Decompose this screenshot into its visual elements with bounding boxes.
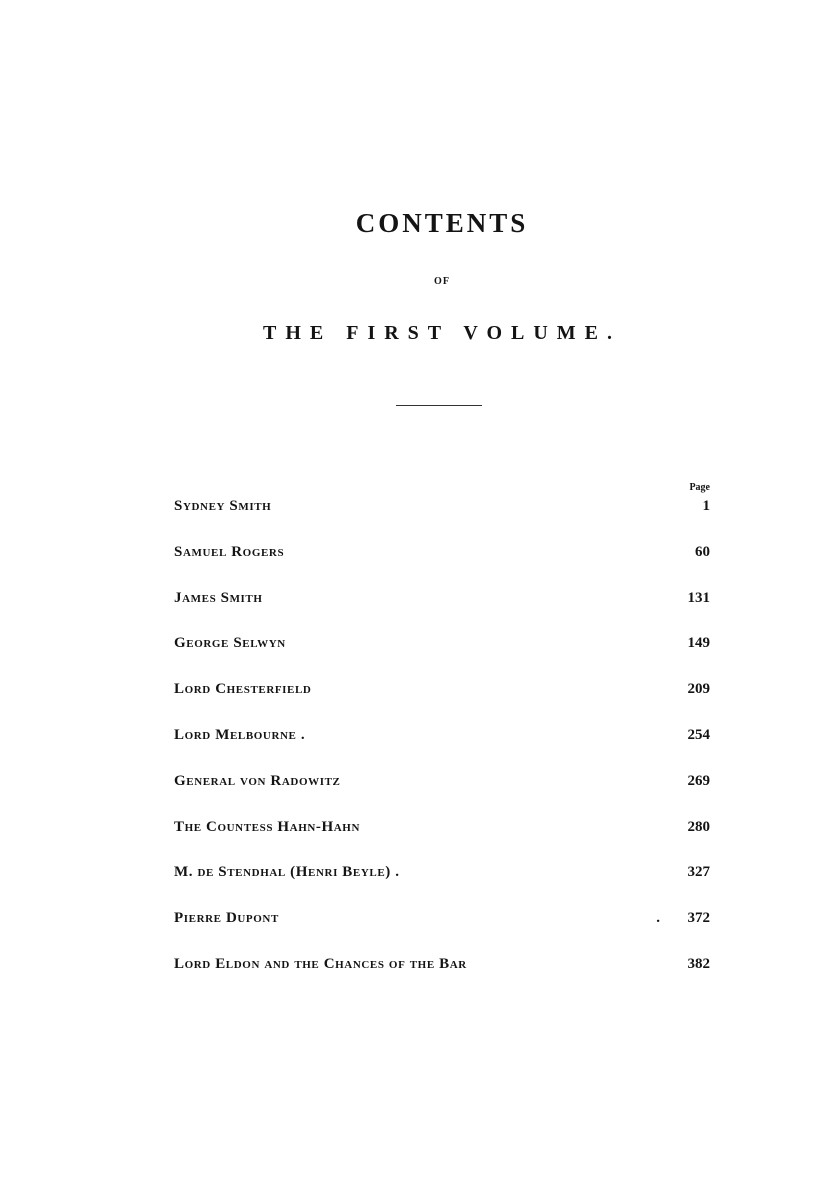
toc-entry-page: 280 xyxy=(687,818,710,835)
toc-leader-dot: . xyxy=(656,910,660,927)
toc-entry-title: Samuel Rogers xyxy=(174,543,285,560)
toc-entry-page: 1 xyxy=(702,498,710,514)
toc-entry-title: Lord Melbourne . xyxy=(174,726,306,743)
toc-entry-page: 327 xyxy=(687,864,710,881)
table-of-contents xyxy=(174,498,710,1002)
toc-entry xyxy=(174,819,710,865)
toc-entry xyxy=(174,910,710,956)
page-title: CONTENTS xyxy=(355,208,529,238)
toc-entry-page: 131 xyxy=(687,589,710,606)
toc-entry-page: 269 xyxy=(687,772,710,789)
toc-entry-page: 254 xyxy=(687,726,710,743)
decorative-rule xyxy=(396,405,482,406)
toc-entry-title: Sydney Smith xyxy=(174,498,272,514)
volume-subtitle: THE FIRST VOLUME. xyxy=(262,322,622,344)
toc-entry-title: James Smith xyxy=(174,589,263,606)
toc-entry-title: M. de Stendhal (Henri Beyle) . xyxy=(174,864,400,881)
toc-entry-page: 209 xyxy=(687,681,710,698)
toc-entry-title: George Selwyn xyxy=(174,635,286,652)
page-column-label: Page xyxy=(689,482,710,493)
toc-entry-title: General von Radowitz xyxy=(174,772,341,789)
toc-entry xyxy=(174,773,710,819)
toc-entry xyxy=(174,864,710,910)
toc-entry-title: The Countess Hahn-Hahn xyxy=(174,818,361,835)
toc-entry xyxy=(174,635,710,681)
toc-entry xyxy=(174,498,710,544)
toc-entry-title: Pierre Dupont xyxy=(174,910,279,927)
toc-entry-page: 372 xyxy=(687,910,710,927)
toc-entry-page: 149 xyxy=(687,635,710,652)
toc-entry-title: Lord Eldon and the Chances of the Bar xyxy=(174,955,467,972)
toc-entry xyxy=(174,956,710,1002)
toc-entry-page: 60 xyxy=(695,543,710,560)
toc-entry-page: 382 xyxy=(687,955,710,972)
toc-entry xyxy=(174,681,710,727)
title-connector: OF xyxy=(434,276,450,287)
toc-entry-title: Lord Chesterfield xyxy=(174,681,312,698)
toc-entry xyxy=(174,727,710,773)
toc-entry xyxy=(174,590,710,636)
toc-entry xyxy=(174,544,710,590)
